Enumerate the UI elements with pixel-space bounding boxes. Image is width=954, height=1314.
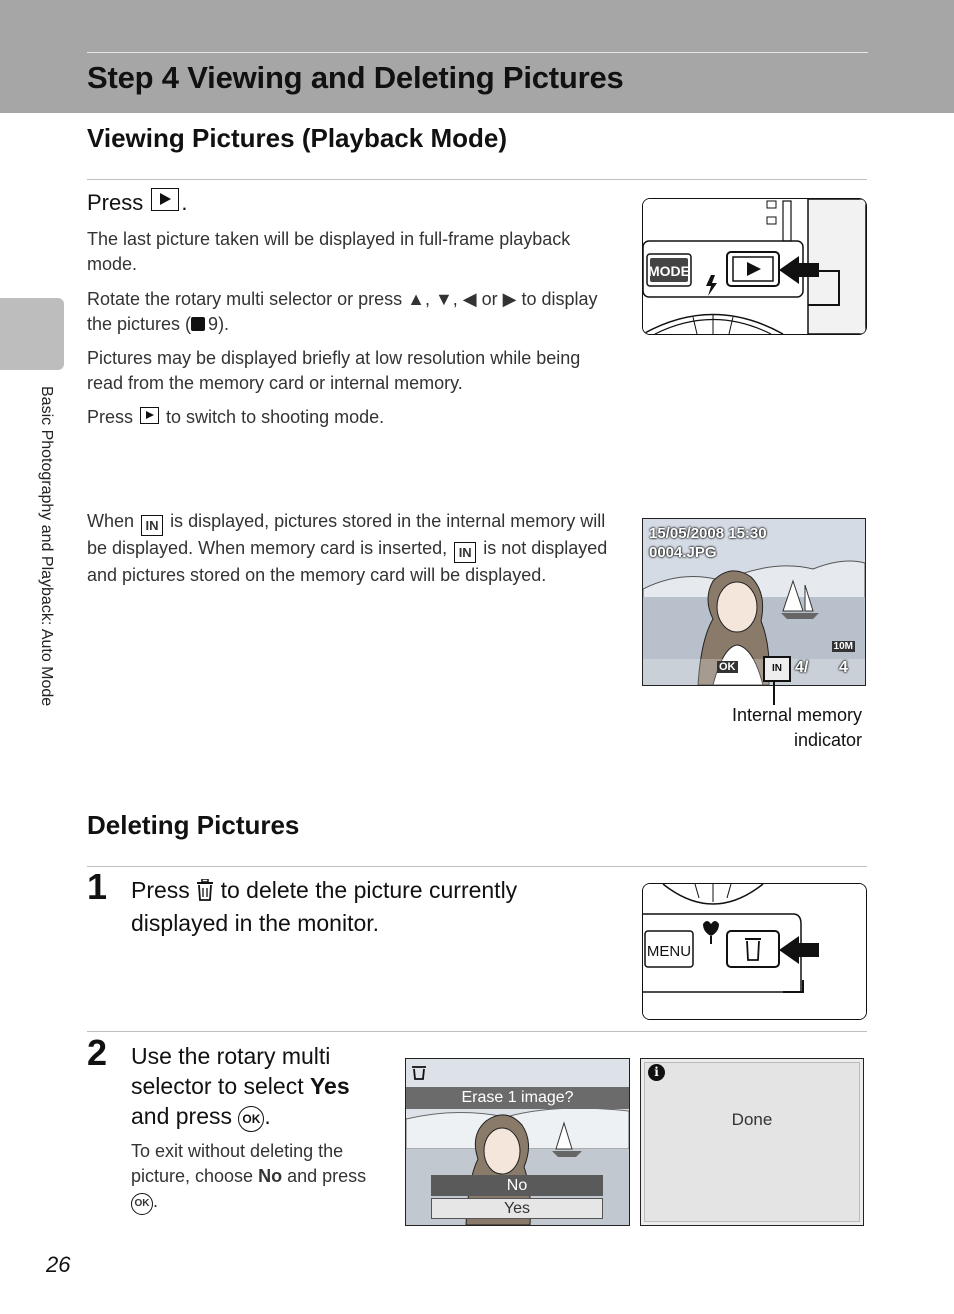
playback-filename: 0004.JPG: [649, 544, 717, 561]
playback-screen-figure: [642, 518, 866, 686]
step-number: 1: [87, 866, 108, 907]
camera-delete-illustration: [643, 884, 866, 1019]
ok-button-icon: OK: [238, 1106, 264, 1132]
header-rule: [87, 52, 868, 53]
page-reference-icon: [191, 317, 205, 331]
playback-datetime: 15/05/2008 15:30: [649, 525, 767, 542]
page-number: 26: [46, 1252, 71, 1277]
section-divider: [87, 866, 867, 867]
menu-button-label: MENU: [646, 943, 692, 960]
section-divider: [87, 179, 867, 180]
erase-option-no[interactable]: No: [431, 1175, 603, 1196]
section-tab: [0, 298, 64, 370]
image-size-badge: 10M: [833, 641, 853, 652]
page-title: Step 4 Viewing and Deleting Pictures: [87, 60, 624, 95]
erase-option-yes[interactable]: Yes: [431, 1198, 603, 1219]
trash-icon: [196, 878, 214, 908]
press-label: Press: [87, 190, 144, 215]
internal-memory-indicator: IN: [763, 656, 791, 682]
info-icon: i: [648, 1064, 665, 1081]
paragraph-internal-memory: When IN is displayed, pictures stored in the internal memory will be displayed. When memory card is inserted, IN is not displayed and pictures stored on the memory card will be displayed.: [87, 511, 608, 585]
step-number: 2: [87, 1032, 108, 1073]
step-1-text: Press to delete the picture currently displayed in the monitor.: [131, 877, 518, 936]
done-message: Done: [731, 1110, 773, 1129]
camera-delete-button-figure: [642, 883, 867, 1020]
erase-prompt: Erase 1 image?: [406, 1087, 629, 1109]
internal-memory-callout: Internal memory indicator: [731, 705, 862, 750]
camera-playback-button-figure: [642, 198, 867, 335]
section-divider: [87, 1031, 867, 1032]
internal-memory-icon: IN: [141, 515, 163, 536]
deleting-heading: Deleting Pictures: [87, 810, 300, 840]
paragraph-switch-mode: Press to switch to shooting mode.: [87, 407, 385, 427]
ok-badge: OK: [719, 661, 736, 673]
paragraph-low-resolution: Pictures may be displayed briefly at low resolution while being read from the memory card or internal memory.: [87, 348, 581, 393]
paragraph-last-picture: The last picture taken will be displayed in full-frame playback mode.: [87, 229, 571, 274]
playback-button-icon: [140, 407, 159, 424]
done-screen-figure: [640, 1058, 864, 1226]
press-instruction: Press .: [87, 190, 188, 215]
erase-screen-figure: [405, 1058, 630, 1226]
section-side-label: Basic Photography and Playback: Auto Mode: [38, 386, 55, 707]
viewing-heading: Viewing Pictures (Playback Mode): [87, 123, 507, 153]
playback-button-icon: [151, 188, 179, 211]
step-2-text: Use the rotary multi selector to select Yes and press OK .: [131, 1041, 381, 1132]
ok-button-icon: OK: [131, 1193, 153, 1215]
paragraph-rotate: Rotate the rotary multi selector or press ▲, ▼, ◀ or ▶ to display the pictures ( 9).: [87, 289, 598, 334]
picture-total: 4: [839, 659, 848, 676]
camera-back-illustration: [643, 199, 866, 334]
header-banner: [0, 0, 954, 113]
picture-counter: 4/: [795, 659, 809, 676]
callout-line: [773, 681, 775, 705]
step-2-note: To exit without deleting the picture, choose No and press OK .: [131, 1139, 386, 1215]
internal-memory-icon: IN: [454, 542, 476, 563]
mode-button-label: MODE: [648, 263, 690, 279]
